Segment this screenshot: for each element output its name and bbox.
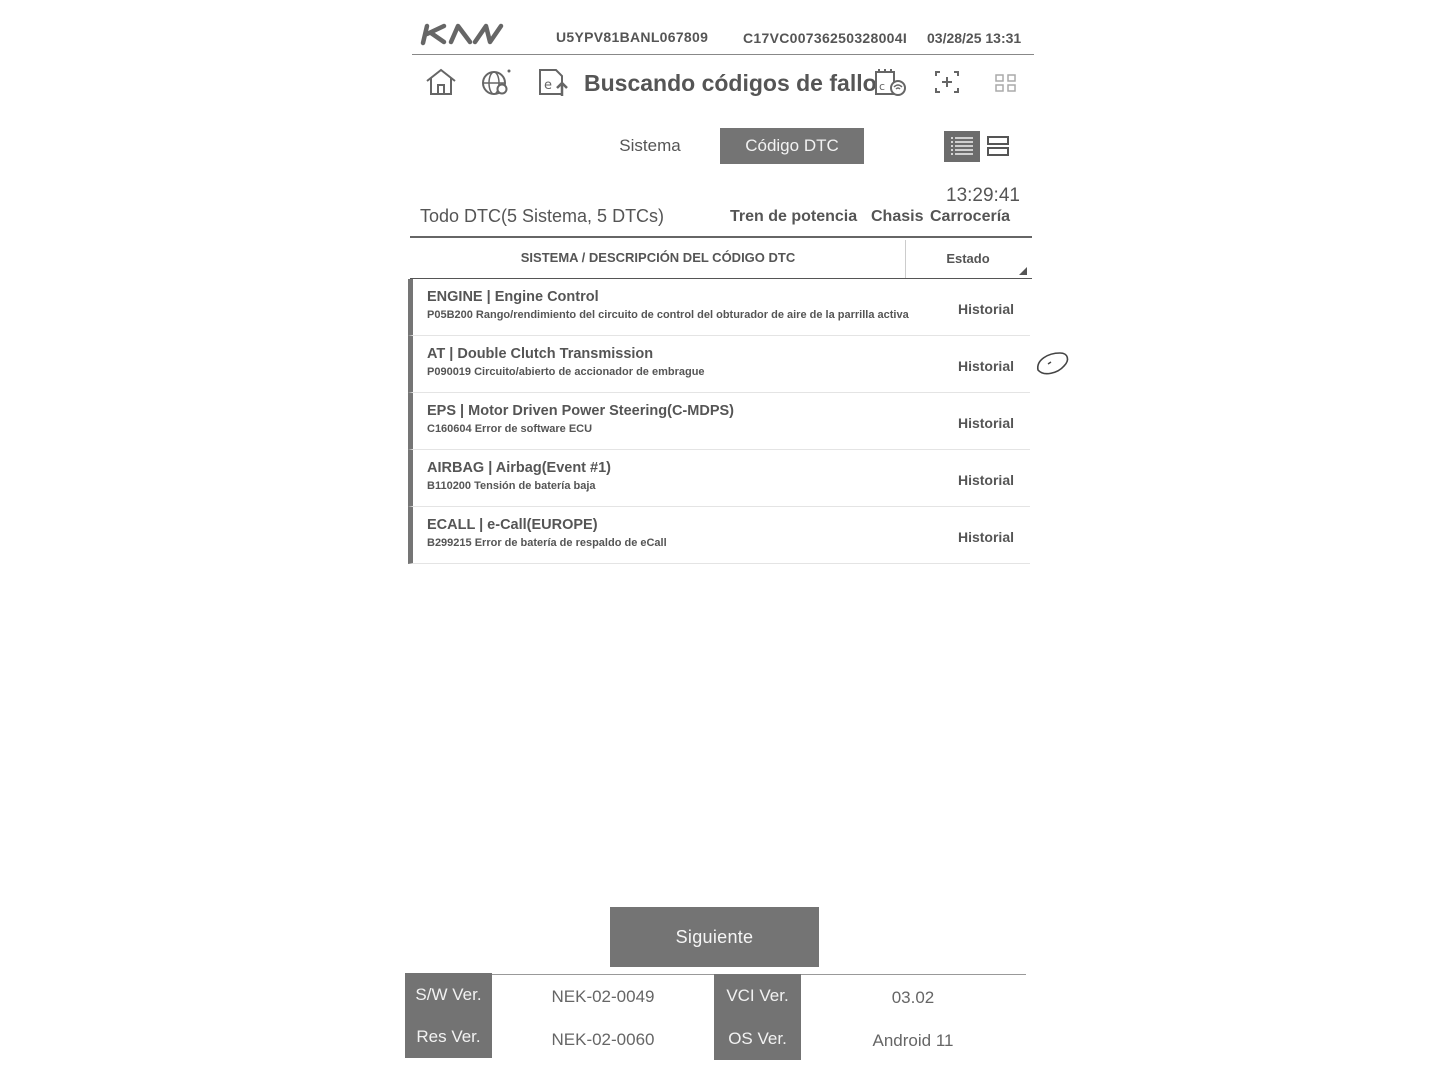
os-version-label: OS Ver.: [714, 1017, 801, 1060]
row-description: C160604 Error de software ECU: [427, 423, 593, 435]
table-row[interactable]: [408, 279, 1030, 336]
filter-carroceria[interactable]: Carrocería: [930, 208, 1011, 225]
row-status: Historial: [957, 301, 1014, 317]
vin-number: U5YPV81BANL067809: [556, 29, 709, 45]
vehicle-connect-icon[interactable]: [873, 66, 907, 98]
row-system: ENGINE | Engine Control: [427, 289, 599, 305]
home-icon[interactable]: [424, 66, 458, 98]
filter-tren-de-potencia[interactable]: Tren de potencia: [730, 208, 858, 225]
header-datetime: 03/28/25 13:31: [927, 30, 1022, 46]
res-version-value: NEK-02-0060: [551, 1030, 655, 1049]
list-view-button[interactable]: [944, 131, 980, 162]
filter-chasis[interactable]: Chasis: [871, 208, 924, 225]
column-header-status[interactable]: Estado: [946, 251, 990, 266]
row-system: AT | Double Clutch Transmission: [427, 346, 654, 362]
header-divider: [412, 54, 1034, 55]
table-row[interactable]: [408, 507, 1030, 564]
vci-serial: C17VC00736250328004I: [743, 30, 908, 46]
globe-settings-icon[interactable]: [479, 66, 513, 98]
row-system: AIRBAG | Airbag(Event #1): [427, 460, 611, 476]
sw-version-label: S/W Ver.: [405, 973, 492, 1016]
res-version-label: Res Ver.: [405, 1015, 492, 1058]
column-header-description: SISTEMA / DESCRIPCIÓN DEL CÓDIGO DTC: [520, 250, 796, 265]
siguiente-button[interactable]: Siguiente: [610, 907, 819, 967]
grid-menu-icon[interactable]: [989, 66, 1023, 98]
column-separator: [905, 240, 906, 278]
row-description: B110200 Tensión de batería baja: [427, 480, 596, 492]
tab-codigo-dtc[interactable]: Código DTC: [720, 128, 864, 164]
table-row[interactable]: [408, 450, 1030, 507]
kia-logo: [420, 22, 504, 46]
e-upload-icon[interactable]: [536, 66, 570, 98]
row-status: Historial: [957, 529, 1014, 545]
row-description: B299215 Error de batería de respaldo de eCall: [427, 537, 667, 549]
svg-text:e: e: [544, 78, 552, 93]
row-system: ECALL | e-Call(EUROPE): [427, 517, 598, 533]
row-status: Historial: [957, 472, 1014, 488]
os-version-value: Android 11: [872, 1031, 954, 1050]
scan-time: 13:29:41: [946, 185, 1020, 206]
page-title: Buscando códigos de fallo: [584, 70, 877, 96]
summary-divider: [410, 236, 1032, 238]
sort-icon[interactable]: [1019, 267, 1027, 275]
vci-version-value: 03.02: [891, 988, 935, 1007]
table-row[interactable]: [408, 393, 1030, 450]
row-description: P05B200 Rango/rendimiento del circuito de control del obturador de aire de la parrilla activa: [427, 309, 909, 321]
svg-text:c: c: [879, 80, 886, 93]
row-status: Historial: [957, 415, 1014, 431]
row-description: P090019 Circuito/abierto de accionador de embrague: [427, 366, 705, 378]
vci-version-label: VCI Ver.: [714, 974, 801, 1017]
tab-sistema[interactable]: Sistema: [619, 136, 681, 155]
detail-view-button[interactable]: [984, 132, 1012, 160]
dtc-list: [408, 279, 1030, 564]
table-row[interactable]: [408, 336, 1030, 393]
row-system: EPS | Motor Driven Power Steering(C-MDPS): [427, 403, 734, 419]
sw-version-value: NEK-02-0049: [551, 987, 655, 1006]
row-status: Historial: [957, 358, 1014, 374]
dtc-summary: Todo DTC(5 Sistema, 5 DTCs): [420, 206, 665, 226]
pen-mark-icon: [1034, 350, 1070, 378]
screen-capture-icon[interactable]: [930, 66, 964, 98]
